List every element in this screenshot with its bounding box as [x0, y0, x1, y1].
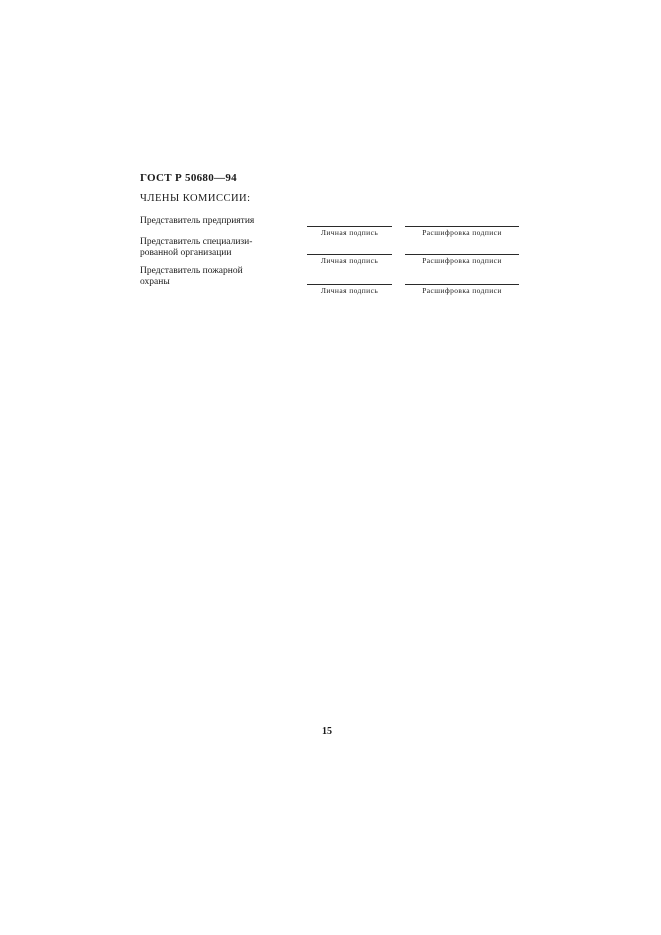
decoding-caption: Расшифровка подписи — [422, 256, 502, 265]
signature-caption: Личная подпись — [320, 286, 379, 295]
member-label-line: Представитель пожарной — [140, 266, 243, 276]
member-label — [140, 237, 290, 258]
signature-caption: Личная подпись — [320, 256, 379, 265]
decoding-caption: Расшифровка подписи — [422, 228, 502, 237]
decoding-caption: Расшифровка подписи — [422, 286, 502, 295]
document-code: ГОСТ Р 50680—94 — [140, 172, 237, 184]
signature-line — [307, 226, 392, 227]
signature-line — [307, 284, 392, 285]
page-number: 15 — [322, 726, 332, 737]
signature-line — [307, 254, 392, 255]
commission-heading: ЧЛЕНЫ КОМИССИИ: — [140, 193, 251, 204]
member-label-line: Представитель предприятия — [140, 216, 255, 226]
decoding-line — [405, 254, 519, 255]
member-label — [140, 266, 290, 287]
decoding-line — [405, 226, 519, 227]
member-label-line: охраны — [140, 276, 170, 287]
member-label-line: Представитель специализи- — [140, 237, 253, 247]
member-label-line: рованной организации — [140, 247, 232, 258]
signature-caption: Личная подпись — [320, 228, 379, 237]
member-label — [140, 216, 290, 227]
decoding-line — [405, 284, 519, 285]
